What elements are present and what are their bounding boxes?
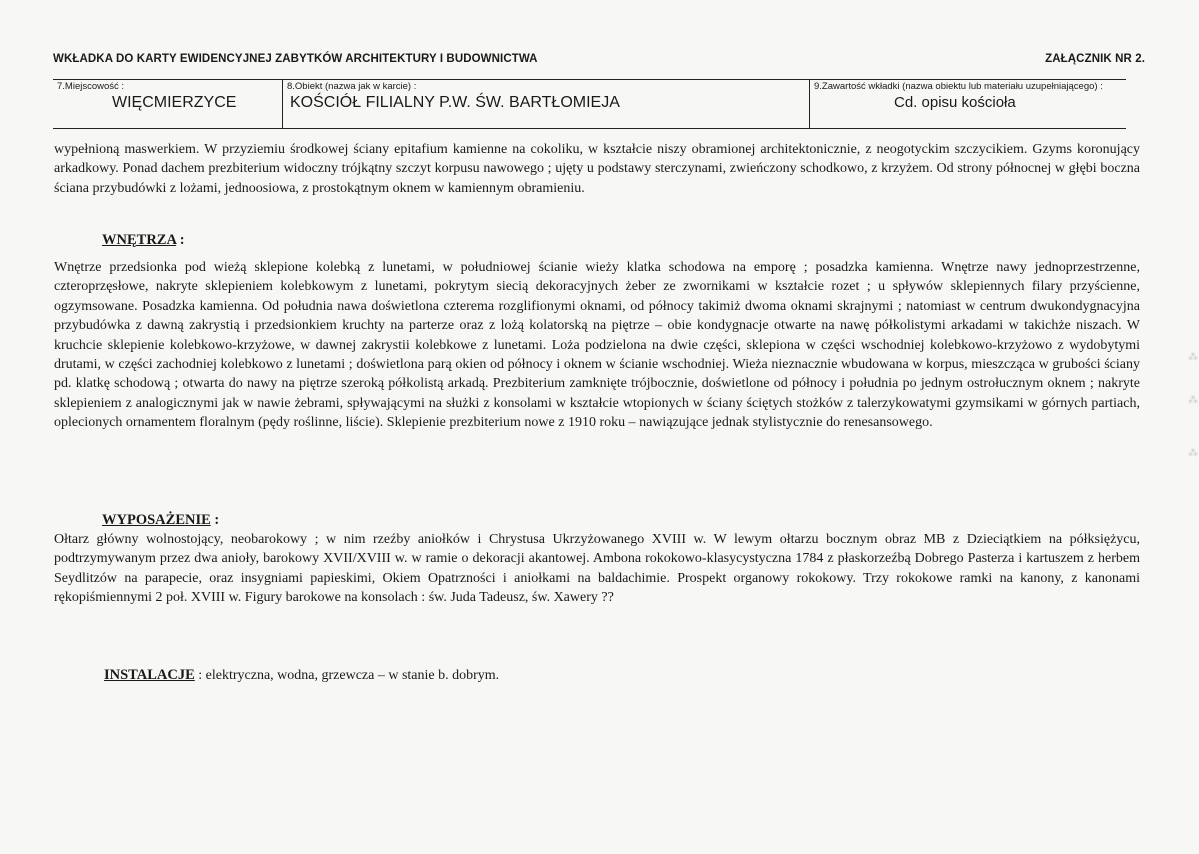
- equipment-heading: [102, 512, 219, 529]
- page-header: [53, 53, 1145, 65]
- intro-paragraph: [54, 140, 1140, 198]
- place-field: [53, 80, 281, 128]
- scan-artifact: ⁂: [1188, 395, 1198, 406]
- equipment-heading-label: WYPOSAŻENIE: [102, 512, 211, 528]
- scan-artifact: ⁂: [1188, 448, 1198, 459]
- record-fields: [53, 79, 1126, 129]
- installations-line: [104, 667, 499, 684]
- interior-heading-colon: :: [176, 232, 185, 248]
- place-caption: 7.Miejscowość :: [57, 81, 125, 92]
- scan-artifact: ⁂: [1188, 352, 1198, 363]
- interior-heading-label: WNĘTRZA: [102, 232, 177, 248]
- interior-heading: [102, 232, 185, 249]
- annex-number: ZAŁĄCZNIK NR 2.: [1045, 53, 1145, 65]
- document-title: WKŁADKA DO KARTY EWIDENCYJNEJ ZABYTKÓW ARCHITEKTURY I BUDOWNICTWA: [53, 53, 538, 65]
- interior-paragraph: [54, 258, 1140, 433]
- installations-text: : elektryczna, wodna, grzewcza – w stanie b. dobrym.: [194, 668, 500, 683]
- object-caption: 8.Obiekt (nazwa jak w karcie) :: [287, 81, 417, 92]
- object-field: [282, 80, 808, 128]
- content-value: Cd. opisu kościoła: [894, 94, 1016, 111]
- equipment-paragraph: [54, 530, 1140, 608]
- interior-text: Wnętrze przedsionka pod wieżą sklepione kolebką z lunetami, w południowej ścianie wieży klatka schodowa na emporę ; posadzka kamienna. Wnętrze nawy jednoprzestrzenne, czteroprzęsłowe, nakryte sklepieniem kolebkowym z lunetami, pokrytym siecią dekoracyjnych żeber ze zwornikami w kształcie rozet ; u spływów sklepiennych filary przyścienne, ogzymsowane. Posadzka kamienna. Od południa nawa doświetlona czterema rozglifionymi oknami, od północy takimiż dwoma oknami skrajnymi ; natomiast w centrum dwukondygnacyjna przybudówka z dawną zakrystią i przedsionkiem kruchty na parterze oraz z lożą kolatorską na piętrze – obie kondygnacje otwarte na nawę półkolistymi arkadami w takichże niszach. W kruchcie sklepienie kolebkowo-krzyżowe, w dawnej zakrystii kolebkowe z lunetami. Loża podzielona na dwie części, sklepiona w części wschodniej kolebkowo-krzyżowo z wydobytymi drutami, w części zachodniej kolebkowo z lunetami ; doświetlona parą okien od północy i oknem w ścianie wschodniej. Wieża nieznacznie wbudowana w korpus, mieszcząca w grubości ściany pd. klatkę schodową ; otwarta do nawy na piętrze szeroką półkolistą arkadą. Prezbiterium zamknięte trójbocznie, doświetlone od północy i południa po jednym ostrołucznym oknem ; nakryte sklepieniem z analogicznymi jak w nawie żebrami, spływającymi na służki z konsolami w kształcie wtopionych w ściany ściętych stożków z talerzykowatymi gzymsikami w górnych partiach, oplecionych ornamentem floralnym (pędy roślinne, liście). Sklepienie prezbiterium nowe z 1910 roku – nawiązujące jednak stylistycznie do renesansowego.: [54, 260, 1140, 431]
- content-caption: 9.Zawartość wkładki (nazwa obiektu lub materiału uzupełniającego) :: [814, 81, 1103, 92]
- place-value: WIĘCMIERZYCE: [112, 94, 237, 111]
- equipment-heading-colon: :: [210, 512, 220, 528]
- equipment-text: Ołtarz główny wolnostojący, neobarokowy ; w nim rzeźby aniołków i Chrystusa Ukrzyżowanego XVIII w. W lewym ołtarzu bocznym obraz MB z Dzieciątkiem na półksiężycu, podtrzymywanym przez dwa anioły, barokowy XVII/XVIII w. w ramie o dekoracji akantowej. Ambona rokokowo-klasycystyczna 1784 z płaskorzeźbą Dobrego Pasterza i kartuszem z herbem Seydlitzów na parapecie, oraz insygniami papieskimi, Okiem Opatrzności i aniołkami na baldachimie. Prospekt organowy rokokowy. Trzy rokokowe ramki na kanony, z kanonami rękopiśmiennymi 2 poł. XVIII w. Figury barokowe na konsolach : św. Juda Tadeusz, św. Xawery ??: [54, 532, 1140, 606]
- content-field: [809, 80, 1127, 128]
- installations-heading: INSTALACJE: [104, 667, 195, 683]
- object-value: KOŚCIÓŁ FILIALNY P.W. ŚW. BARTŁOMIEJA: [290, 94, 620, 111]
- intro-text: wypełnioną maswerkiem. W przyziemiu środkowej ściany epitafium kamienne na cokoliku, w kształcie niszy obramionej architektonicznie, z neogotyckim szczycikiem. Gzyms koronujący arkadkowy. Ponad dachem prezbiterium widoczny trójkątny szczyt korpusu nawowego ; ujęty u podstawy sterczynami, zwieńczony schodkowo, z krzyżem. Od strony północnej w głębi boczna ściana przybudówki z lożami, jednoosiowa, z prostokątnym oknem w kamiennym obramieniu.: [54, 142, 1140, 196]
